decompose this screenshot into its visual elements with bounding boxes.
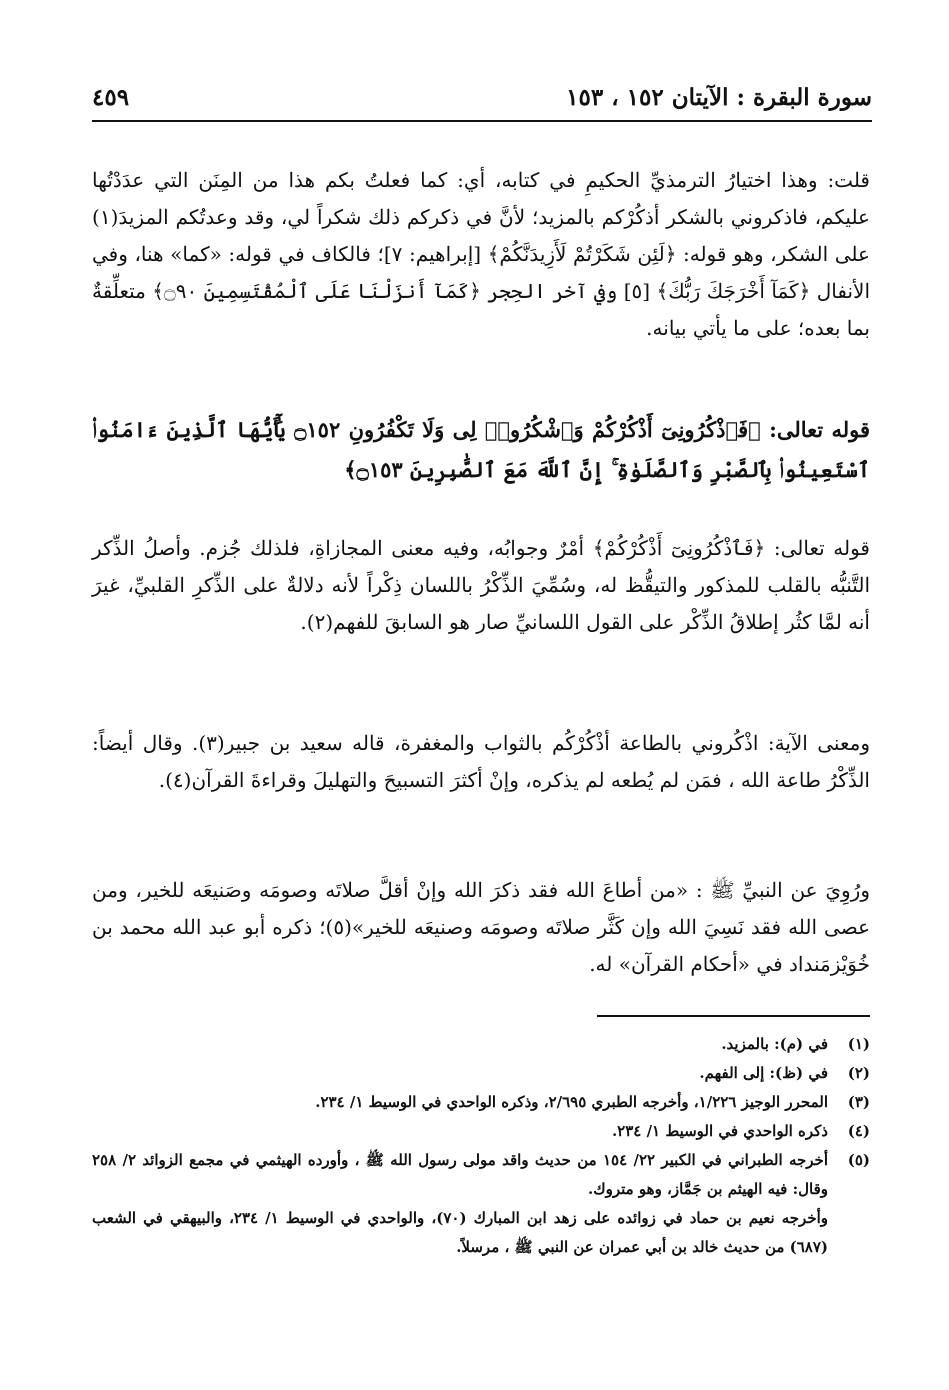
footnote-item <box>92 1088 870 1117</box>
footnote-number: (٥) <box>847 1151 870 1169</box>
footnote-text: المحرر الوجيز ١/٢٢٦، وأخرجه الطبري ٢/٦٩٥، وذكره الواحدي في الوسيط ١/ ٢٣٤. <box>315 1093 828 1111</box>
footnote-text: ذكره الواحدي في الوسيط ١/ ٢٣٤. <box>611 1122 828 1140</box>
footnote-text: في (م): بالمزيد. <box>721 1035 828 1053</box>
footnote-text: أخرجه الطبراني في الكبير ٢٢/ ١٥٤ من حديث واقد مولى رسول الله ﷺ ، وأورده الهيثمي في مجمع الزوائد ٢/ ٢٥٨ وقال: فيه الهيثم بن جَمَّاز، وهو متروك. <box>92 1151 828 1198</box>
footnote-item <box>92 1117 870 1146</box>
page-number: ٤٥٩ <box>92 84 130 111</box>
footnote-number: (٤) <box>847 1122 870 1140</box>
paragraph-4: ورُوِيَ عن النبيِّ ﷺ : «من أطاعَ الله فقد ذكرَ الله وإنْ أقلَّ صلاتَه وصومَه وصَنيعَه للخير، ومن عصى الله فقد نَسِيَ الله وإن كَثَّر صلاتَه وصومَه وصنيعَه للخير»(٥)؛ ذكره أبو عبد الله محمد بن خُوَيْزمَنداد في «أحكام القرآن» له. <box>92 878 870 976</box>
page-header <box>92 80 872 120</box>
footnote-number: (٣) <box>847 1093 870 1111</box>
header-divider <box>92 120 872 122</box>
footnote-number: (١) <box>847 1035 870 1053</box>
paragraph-1: قلت: وهذا اختيارُ الترمذيِّ الحكيمِ في كتابه، أي: كما فعلتُ بكم هذا من المِنَن التي عدَدْتُها عليكم، فاذكروني بالشكر أذكُرْكم بالمزيد؛ لأنَّ في ذكركم ذلك شكراً لي، وقد وعدتُكم المزيدَ(١) على الشكر، وهو قوله: ﴿لَئِن شَكَرْتُمْ لَأَزِيدَنَّكُمْ﴾ [إبراهيم: ٧]؛ فالكاف في قوله: «كما» هنا، وفي الأنفال ﴿كَمَآ أَخْرَجَكَ رَبُّكَ﴾ [٥] وفي آخر الحِجر ﴿كَمَآ أَنزَلْنَا عَلَى ٱلْمُقْتَسِمِينَ ۝٩٠﴾ متعلِّقةٌ بما بعده؛ على ما يأتي بيانه. <box>92 168 870 340</box>
paragraph-2: قوله تعالى: ﴿فَٱذْكُرُونِىٓ أَذْكُرْكُمْ﴾ أمْرٌ وجوابُه، وفيه معنى المجازاةِ، فلذلك جُزم. وأصلُ الذِّكر التَّنبُّه بالقلب للمذكور والتيقُّظ له، وسُمِّيَ الذِّكْرُ باللسان ذِكْراً لأنه دلالةٌ على الذِّكرِ القلبيِّ، غيرَ أنه لمَّا كثُر إطلاقُ الذِّكْر على القول اللسانيِّ صار هو السابقَ للفهم(٢). <box>92 536 870 634</box>
footnote-item <box>92 1146 870 1204</box>
footnote-number: (٢) <box>847 1064 870 1082</box>
header-title: سورة البقرة : الآيتان ١٥٢ ، ١٥٣ <box>566 84 872 111</box>
paragraph-3: ومعنى الآية: اذْكُروني بالطاعة أذْكُرْكُم بالثواب والمغفرة، قاله سعيد بن جبير(٣). وقال أيضاً: الذِّكْرُ طاعة الله ، فمَن لم يُطعه لم يذكره، وإنْ أكثرَ التسبيحَ والتهليلَ وقراءةَ القرآن(٤). <box>92 731 870 792</box>
footnote-item <box>92 1030 870 1059</box>
footnotes <box>92 1030 870 1262</box>
footnote-item <box>92 1059 870 1088</box>
footnote-continuation: وأخرجه نعيم بن حماد في زوائده على زهد ابن المبارك (٧٠)، والواحدي في الوسيط ١/ ٢٣٤، والبيهقي في الشعب (٦٨٧) من حديث خالد بن أبي عمران عن النبي ﷺ ، مرسلاً. <box>92 1209 829 1256</box>
quran-verse-block: قوله تعالى: ﴿فَٱذْكُرُونِىٓ أَذْكُرْكُمْ وَٱشْكُرُوا۟ لِى وَلَا تَكْفُرُونِ ۝١٥٢ يَٰٓأَيُّهَا ٱلَّذِينَ ءَامَنُوا۟ ٱسْتَعِينُوا۟ بِٱلصَّبْرِ وَٱلصَّلَوٰةِ ۚ إِنَّ ٱللَّهَ مَعَ ٱلصَّٰبِرِينَ ۝١٥٣﴾ <box>92 417 870 482</box>
footnote-text: في (ظ): إلى الفهم. <box>699 1064 828 1082</box>
footnote-divider <box>597 1015 870 1017</box>
